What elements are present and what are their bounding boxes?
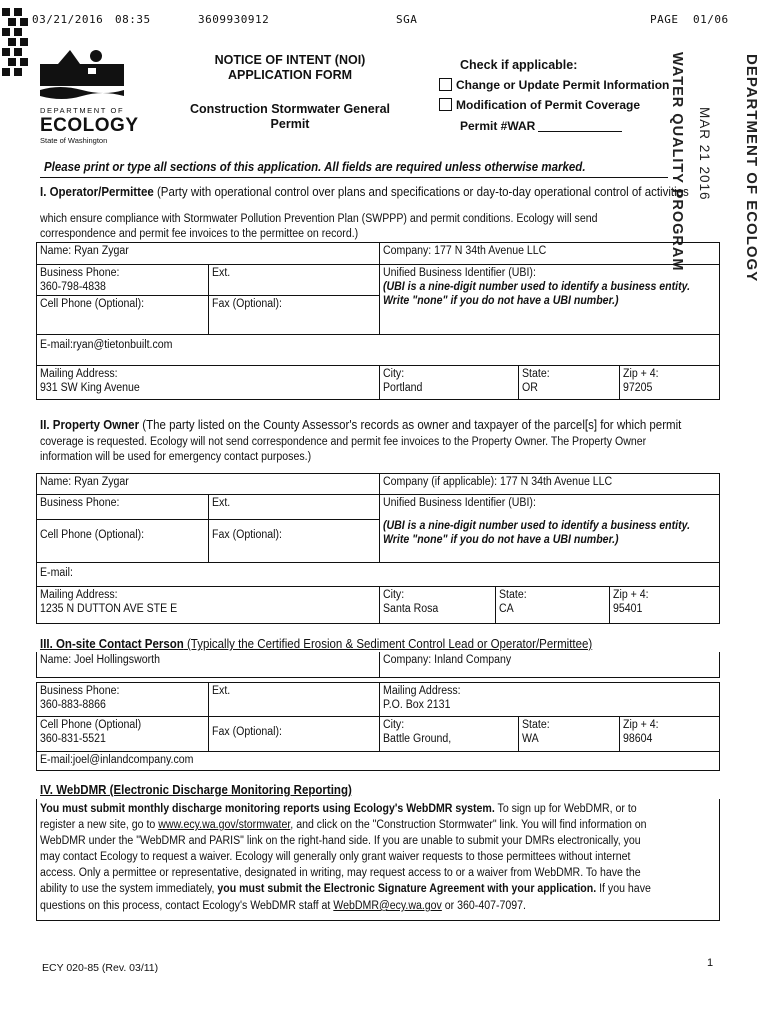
stormwater-link[interactable]: www.ecy.wa.gov/stormwater bbox=[158, 819, 291, 831]
s1-state-cell[interactable] bbox=[518, 365, 620, 400]
s4-line-6 bbox=[40, 882, 651, 896]
form-title bbox=[200, 53, 380, 83]
fax-date: 03/21/2016 bbox=[32, 13, 104, 26]
subtitle-line-1: Construction Stormwater General bbox=[189, 102, 391, 116]
s3-cell-phone: 360-831-5521 bbox=[40, 733, 106, 745]
s4-line-3: WebDMR under the "WebDMR and PARIS" link on the right-hand side. If you are unable to submit your DMRs electronically, you bbox=[40, 835, 641, 847]
s3-mailing-label: Mailing Address: bbox=[383, 685, 461, 697]
s2-city: Santa Rosa bbox=[383, 603, 439, 615]
s1-zip-label: Zip + 4: bbox=[623, 368, 659, 380]
s3-email-cell[interactable] bbox=[36, 751, 720, 771]
s1-email-cell[interactable] bbox=[36, 334, 720, 366]
s3-company-cell[interactable] bbox=[379, 652, 720, 678]
s1-ubi-note-1: (UBI is a nine-digit number used to identify a business entity. bbox=[383, 281, 691, 293]
s1-state: OR bbox=[522, 382, 538, 394]
section2-title-rest: (The party listed on the County Assessor's records as owner and taxpayer of the parcel[s] for which permit bbox=[139, 418, 682, 432]
section2-desc-3: information will be used for emergency contact purposes.) bbox=[40, 451, 312, 463]
s2-zip-label: Zip + 4: bbox=[613, 589, 649, 601]
s1-ext-cell[interactable] bbox=[208, 264, 380, 296]
s1-mailing-cell[interactable] bbox=[36, 365, 380, 400]
s2-company: Company (if applicable): 177 N 34th Avenue LLC bbox=[383, 476, 613, 488]
fax-station: SGA bbox=[396, 13, 418, 26]
s2-email-cell[interactable] bbox=[36, 562, 720, 587]
stamp-program: WATER QUALITY PROGRAM bbox=[669, 52, 685, 272]
instruction: Please print or type all sections of this application. All fields are required unless otherwise marked. bbox=[44, 160, 586, 174]
s2-ubi-note-1: (UBI is a nine-digit number used to identify a business entity. bbox=[383, 520, 691, 532]
fax-phone: 3609930912 bbox=[198, 13, 270, 26]
s4-line-7 bbox=[40, 899, 526, 913]
s3-mailing-address: P.O. Box 2131 bbox=[383, 699, 451, 711]
modification-checkbox[interactable] bbox=[439, 98, 452, 111]
s3-ext-label: Ext. bbox=[212, 685, 231, 697]
s1-ubi-cell[interactable] bbox=[379, 264, 720, 335]
s1-business-phone-cell[interactable] bbox=[36, 264, 209, 296]
option-modification bbox=[439, 98, 640, 112]
s2-zip: 95401 bbox=[613, 603, 643, 615]
s1-cell-phone-label: Cell Phone (Optional): bbox=[40, 298, 145, 310]
s1-name: Name: Ryan Zygar bbox=[40, 245, 129, 257]
s3-state-label: State: bbox=[522, 719, 550, 731]
s4-line-1-rest: To sign up for WebDMR, or to bbox=[494, 803, 637, 815]
webdmr-email-link[interactable]: WebDMR@ecy.wa.gov bbox=[333, 900, 442, 912]
s1-ubi-note-2: Write "none" if you do not have a UBI number.) bbox=[383, 295, 619, 307]
s1-name-cell[interactable] bbox=[36, 242, 380, 265]
stamp-date: MAR 21 2016 bbox=[697, 107, 712, 201]
s3-fax-cell[interactable] bbox=[208, 716, 380, 752]
logo-state: State of Washington bbox=[40, 136, 108, 145]
s3-state: WA bbox=[522, 733, 539, 745]
s3-city-cell[interactable] bbox=[379, 716, 519, 752]
section3-title bbox=[40, 637, 592, 652]
s3-business-phone: 360-883-8866 bbox=[40, 699, 106, 711]
fax-time: 08:35 bbox=[115, 13, 151, 26]
s3-city-label: City: bbox=[383, 719, 405, 731]
s2-state: CA bbox=[499, 603, 514, 615]
s1-city-label: City: bbox=[383, 368, 405, 380]
s1-business-phone: 360-798-4838 bbox=[40, 281, 106, 293]
s1-company: Company: 177 N 34th Avenue LLC bbox=[383, 245, 547, 257]
section4-title: IV. WebDMR (Electronic Discharge Monitoring Reporting) bbox=[40, 783, 352, 797]
fax-page-number: 01/06 bbox=[693, 13, 729, 26]
section2-title bbox=[40, 418, 681, 433]
s3-zip: 98604 bbox=[623, 733, 653, 745]
s2-state-cell[interactable] bbox=[495, 586, 610, 624]
s2-name: Name: Ryan Zygar bbox=[40, 476, 129, 488]
section1-desc-2: which ensure compliance with Stormwater Pollution Prevention Plan (SWPPP) and permit conditions. Ecology will send bbox=[40, 213, 598, 225]
s3-name-cell[interactable] bbox=[36, 652, 380, 678]
s1-business-phone-label: Business Phone: bbox=[40, 267, 120, 279]
s1-cell-phone-cell[interactable] bbox=[36, 295, 209, 335]
s3-email: E-mail:joel@inlandcompany.com bbox=[40, 754, 194, 766]
s4-line-2 bbox=[40, 818, 647, 832]
s3-city: Battle Ground, bbox=[383, 733, 452, 745]
s2-name-cell[interactable] bbox=[36, 473, 380, 495]
s4-line-1 bbox=[40, 802, 637, 816]
s2-business-phone-cell[interactable] bbox=[36, 494, 209, 520]
s2-email: E-mail: bbox=[40, 567, 73, 579]
s1-ubi-label: Unified Business Identifier (UBI): bbox=[383, 267, 536, 279]
check-heading: Check if applicable: bbox=[460, 58, 578, 72]
page-number: 1 bbox=[707, 957, 714, 969]
s2-ext-cell[interactable] bbox=[208, 494, 380, 520]
s1-company-cell[interactable] bbox=[379, 242, 720, 265]
change-update-checkbox[interactable] bbox=[439, 78, 452, 91]
section3-title-bold: III. On-site Contact Person bbox=[40, 637, 184, 651]
s3-name: Name: Joel Hollingsworth bbox=[40, 654, 160, 666]
s2-ubi-cell[interactable] bbox=[379, 494, 720, 563]
title-line-1: NOTICE OF INTENT (NOI) bbox=[214, 53, 366, 67]
form-id: ECY 020-85 (Rev. 03/11) bbox=[42, 962, 159, 974]
logo-name: ECOLOGY bbox=[40, 115, 139, 136]
s4-line-2b: , and click on the "Construction Stormwater" link. You will find information on bbox=[290, 819, 647, 831]
s4-line-4: may contact Ecology to request a waiver. Ecology will generally only grant waiver requests to those permittees without internet bbox=[40, 851, 631, 863]
s3-state-cell[interactable] bbox=[518, 716, 620, 752]
stamp-department: DEPARTMENT OF ECOLOGY bbox=[743, 54, 760, 283]
s3-mailing-cell[interactable] bbox=[379, 682, 720, 717]
s2-city-label: City: bbox=[383, 589, 405, 601]
s2-zip-cell[interactable] bbox=[609, 586, 720, 624]
s2-fax-label: Fax (Optional): bbox=[212, 529, 282, 541]
option-change-update bbox=[439, 78, 669, 92]
s1-zip-cell[interactable] bbox=[619, 365, 720, 400]
s3-zip-label: Zip + 4: bbox=[623, 719, 659, 731]
s3-cell-phone-label: Cell Phone (Optional) bbox=[40, 719, 142, 731]
s1-fax-label: Fax (Optional): bbox=[212, 298, 282, 310]
s3-business-phone-label: Business Phone: bbox=[40, 685, 120, 697]
form-subtitle bbox=[188, 102, 392, 132]
s4-line-6-bold: you must submit the Electronic Signature Agreement with your application. bbox=[217, 883, 597, 895]
title-line-2: APPLICATION FORM bbox=[227, 68, 353, 82]
s4-line-6a: ability to use the system immediately, bbox=[40, 883, 218, 895]
s3-ext-cell[interactable] bbox=[208, 682, 380, 717]
s3-company: Company: Inland Company bbox=[383, 654, 512, 666]
s1-city: Portland bbox=[383, 382, 423, 394]
s2-ext-label: Ext. bbox=[212, 497, 231, 509]
s3-zip-cell[interactable] bbox=[619, 716, 720, 752]
s2-mailing-label: Mailing Address: bbox=[40, 589, 118, 601]
s4-line-7b: or 360-407-7097. bbox=[441, 900, 526, 912]
modification-label: Modification of Permit Coverage bbox=[456, 98, 641, 112]
s1-ext-label: Ext. bbox=[212, 267, 231, 279]
fax-page-label: PAGE bbox=[650, 13, 679, 26]
s2-city-cell[interactable] bbox=[379, 586, 496, 624]
s1-mailing-address: 931 SW King Avenue bbox=[40, 382, 140, 394]
permit-number-label: Permit #WAR bbox=[460, 119, 536, 133]
s2-mailing-address: 1235 N DUTTON AVE STE E bbox=[40, 603, 178, 615]
s2-cell-phone-cell[interactable] bbox=[36, 519, 209, 563]
section2-desc-2: coverage is requested. Ecology will not send correspondence and permit fee invoices to the Property Owner. The Property Owner bbox=[40, 436, 647, 448]
s3-fax-label: Fax (Optional): bbox=[212, 726, 282, 738]
s4-line-5: access. Only a permittee or representative, designated in writing, may request access to or a waiver from WebDMR. To have the bbox=[40, 867, 641, 879]
section1-title bbox=[40, 185, 689, 200]
s2-mailing-cell[interactable] bbox=[36, 586, 380, 624]
ecology-logo-graphic bbox=[40, 46, 124, 100]
s1-zip: 97205 bbox=[623, 382, 653, 394]
s2-business-phone-label: Business Phone: bbox=[40, 497, 120, 509]
s4-line-2a: register a new site, go to bbox=[40, 819, 159, 831]
s1-email: E-mail:ryan@tietonbuilt.com bbox=[40, 339, 173, 351]
section2-title-bold: II. Property Owner bbox=[40, 418, 140, 432]
s1-fax-cell[interactable] bbox=[208, 295, 380, 335]
fax-edge-marks bbox=[0, 6, 34, 86]
section1-title-rest: (Party with operational control over plans and specifications or day-to-day operational control of activities bbox=[153, 185, 689, 199]
s4-line-7a: questions on this process, contact Ecology's WebDMR staff at bbox=[40, 900, 334, 912]
logo-dept-line: DEPARTMENT OF bbox=[40, 106, 125, 115]
s2-ubi-note-2: Write "none" if you do not have a UBI number.) bbox=[383, 534, 619, 546]
s2-cell-phone-label: Cell Phone (Optional): bbox=[40, 529, 145, 541]
s3-cell-phone-cell[interactable] bbox=[36, 716, 209, 752]
s2-company-cell[interactable] bbox=[379, 473, 720, 495]
s1-state-label: State: bbox=[522, 368, 550, 380]
change-update-label: Change or Update Permit Information bbox=[456, 78, 670, 92]
subtitle-line-2: Permit bbox=[270, 117, 310, 131]
section3-title-rest: (Typically the Certified Erosion & Sediment Control Lead or Operator/Permittee) bbox=[183, 637, 593, 651]
s2-state-label: State: bbox=[499, 589, 527, 601]
s4-line-1-bold: You must submit monthly discharge monitoring reports using Ecology's WebDMR system. bbox=[40, 803, 495, 815]
s3-business-phone-cell[interactable] bbox=[36, 682, 209, 717]
s2-fax-cell[interactable] bbox=[208, 519, 380, 563]
s1-mailing-label: Mailing Address: bbox=[40, 368, 118, 380]
permit-number-line[interactable] bbox=[538, 131, 622, 132]
section1-title-bold: I. Operator/Permittee bbox=[40, 185, 154, 199]
section1-desc-3: correspondence and permit fee invoices to the permittee on record.) bbox=[40, 228, 359, 240]
instruction-rule bbox=[40, 177, 668, 178]
s2-ubi-label: Unified Business Identifier (UBI): bbox=[383, 497, 536, 509]
s1-city-cell[interactable] bbox=[379, 365, 519, 400]
s4-line-6b: If you have bbox=[596, 883, 651, 895]
